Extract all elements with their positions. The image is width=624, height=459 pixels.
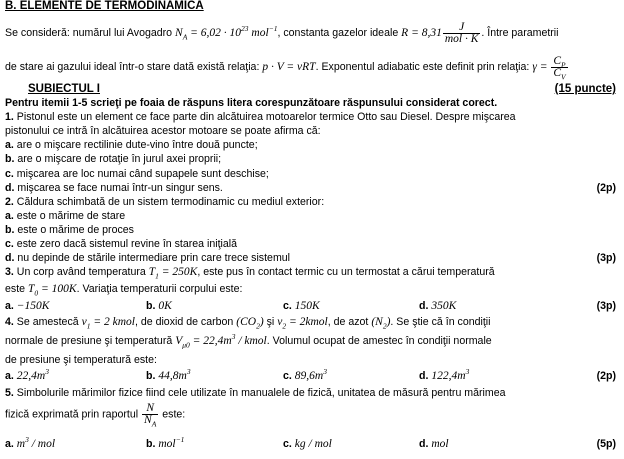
q2-option-b: b. este o mărime de proces [5, 224, 134, 236]
q4-option-c: c. $89,6m^3$ [283, 367, 327, 382]
q2-option-d: d. nu depinde de stările intermediare prin care trece sistemul [5, 252, 291, 264]
q2-points: (3p) [596, 252, 616, 264]
ratio-fraction: $\frac{N}{N_A}$ [144, 402, 157, 429]
gas-constant: R = 8,31 $\frac{J}{\text{mol · K}}$ [401, 21, 479, 45]
q5-option-c: c. kg / mol [283, 438, 332, 450]
q3-option-b: b. 0K [146, 300, 172, 312]
q4-text-1: 4. Se amestecă $\nu_1 = 2$ kmol, de dioxid de carbon $(CO_2)$ şi $\nu_2$ = 2kmol, de azot $(N_2)$. Se ştie că în condiţii [5, 316, 491, 331]
q3-option-c: c. 150K [283, 300, 320, 312]
subject-points: (15 puncte) [554, 83, 616, 95]
intro-line-2: de stare ai gazului ideal într-o stare dată există relaţia: p · V = νRT. Exponentul adiabatic este definit prin relaţia: γ = $\frac{C_P}{C_V}$ [5, 56, 569, 79]
q3-points: (3p) [596, 300, 616, 312]
q4-option-d: d. $122,4m^3$ [419, 367, 470, 382]
q4-text-2: normale de presiune şi temperatură $V_{\mu 0} = 22,4m^3$ / kmol. Volumul ocupat de amestec în condiţii normale [5, 332, 492, 350]
q1-option-b: b. are o mişcare de rotaţie în jurul axei proprii; [5, 153, 222, 165]
q2-option-c: c. este zero dacă sistemul revine în starea iniţială [5, 238, 238, 250]
q1-option-a: a. are o mişcare rectilinie dute-vino între două puncte; [5, 139, 258, 151]
subject-title: SUBIECTUL I [28, 83, 100, 95]
q1-points: (2p) [596, 182, 616, 194]
q5-option-d: d. mol [419, 438, 449, 450]
q3-text-1: 3. Un corp având temperatura $T_1 = 250K$, este pus în contact termic cu un termostat a cărui temperatură [5, 266, 495, 281]
q1-text-1: 1. Pistonul este un element ce face parte din alcătuirea motoarelor termice Otto sau Diesel. Despre mişcarea [5, 111, 516, 123]
q1-option-d: d. mişcarea se face numai într-un singur sens. [5, 182, 223, 194]
ideal-gas-equation: p · V = νRT [262, 61, 316, 74]
q5-option-a: a. $m^3$ / mol [5, 435, 56, 450]
q5-option-b: b. mol$^{-1}$ [146, 435, 185, 450]
q3-option-d: d. 350K [419, 300, 457, 312]
adiabatic-exponent: γ = $\frac{C_P}{C_V}$ [532, 55, 566, 82]
q3-option-a: a. −150K [5, 300, 50, 312]
q1-option-c: c. mişcarea are loc numai când supapele sunt deschise; [5, 168, 269, 180]
q5-points: (5p) [596, 438, 616, 450]
q5-text-2: fizică exprimată prin raportul $\frac{N}{N_A}$ este: [5, 402, 186, 429]
q2-text: 2. Căldura schimbată de un sistem termodinamic cu mediul exterior: [5, 196, 325, 208]
q4-option-a: a. $22,4m^3$ [5, 367, 49, 382]
intro-line-1: Se consideră: numărul lui Avogadro $N_A = 6,02 \cdot 10^{23}$ mol$^{-1}$, constanta gazelor ideale R = 8,31 $\frac{J}{\text{mol · K}}$ . Între parametrii [5, 21, 559, 45]
q4-text-3: de presiune şi temperatură este: [5, 354, 157, 366]
section-title: B. ELEMENTE DE TERMODINAMICĂ [5, 0, 204, 12]
avogadro-number: $N_A = 6,02 \cdot 10^{23}$ mol$^{-1}$ [175, 24, 278, 42]
q1-text-2: pistonului ce intră în alcătuirea acestor motoare se poate afirma că: [5, 125, 321, 137]
q4-points: (2p) [596, 370, 616, 382]
q3-text-2: este $T_0 = 100K$. Variaţia temperaturii corpului este: [5, 283, 243, 298]
q5-text-1: 5. Simbolurile mărimilor fizice fiind cele utilizate în manualele de fizică, unitatea de măsură pentru mărimea [5, 387, 506, 399]
q4-option-b: b. $44,8m^3$ [146, 367, 191, 382]
q2-option-a: a. este o mărime de stare [5, 210, 126, 222]
subject-instruction: Pentru itemii 1-5 scrieţi pe foaia de răspuns litera corespunzătoare răspunsului considerat corect. [5, 97, 498, 109]
